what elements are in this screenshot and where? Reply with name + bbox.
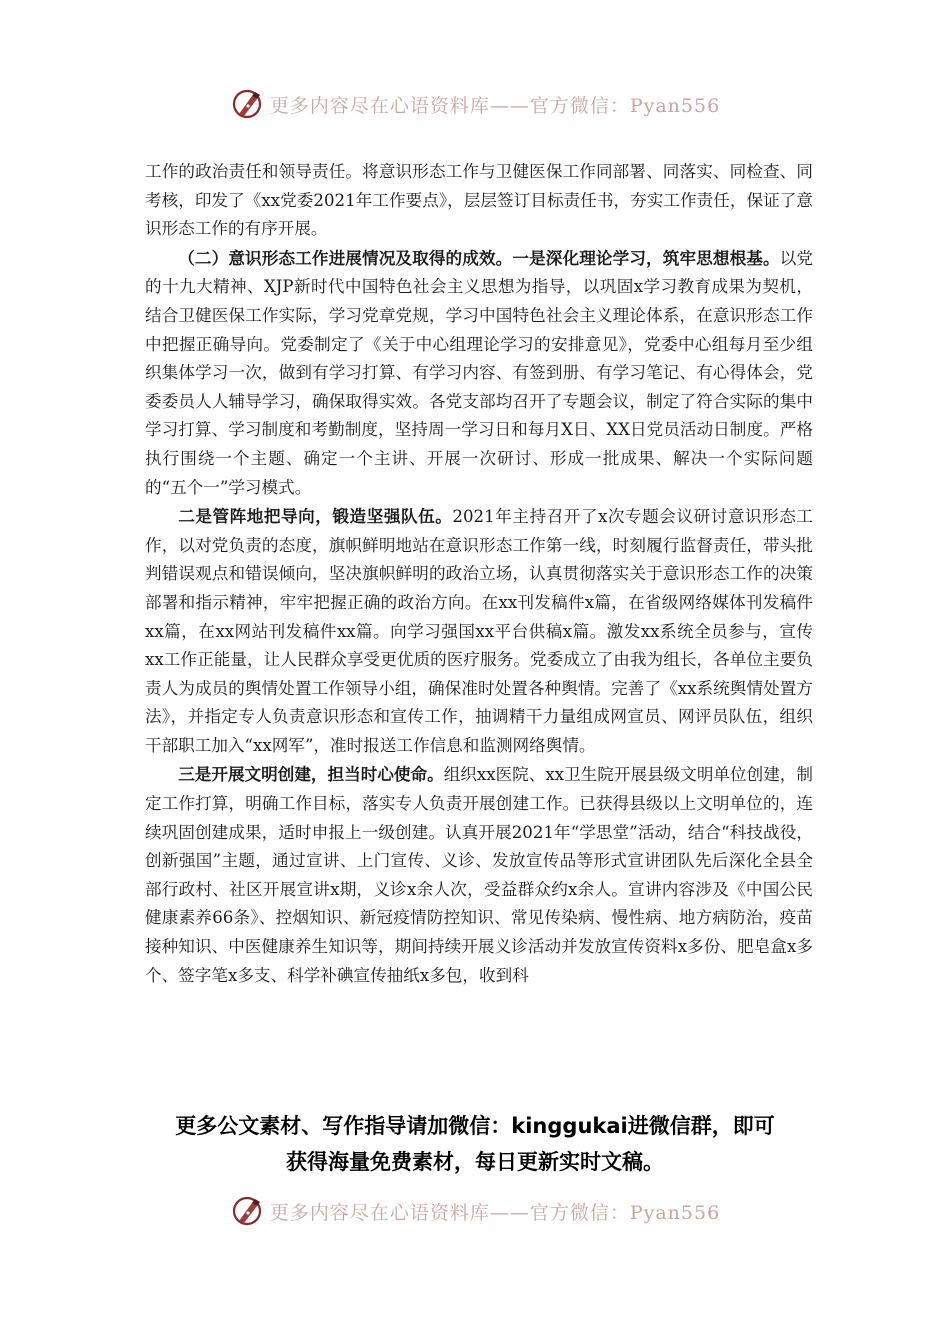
- paragraph-2-heading: （二）意识形态工作进展情况及取得的成效。一是深化理论学习，筑牢思想根基。: [178, 247, 780, 268]
- paragraph-3-text: 2021年主持召开了x次专题会议研讨意识形态工作，以对党负责的态度，旗帜鲜明地站在意识形态工作第一线，时刻履行监督责任，带头批判错误观点和错误倾向，坚决旗帜鲜明的政治立场，认真贯彻落实关于意识形态工作的决策部署和指示精神，牢牢把握正确的政治方向。在xx刊发稿件x篇，在省级网络媒体刊发稿件xx篇，在xx网站刊发稿件xx篇。向学习强国xx平台供稿x篇。激发xx系统全员参与，宣传xx工作正能量，让人民群众享受更优质的医疗服务。党委成立了由我为组长，各单位主要负责人为成员的舆情处置工作领导小组，确保准时处置各种舆情。完善了《xx系统舆情处置方法》，并指定专人负责意识形态和宣传工作，抽调精干力量组成网宣员、网评员队伍，组织干部职工加入“xx网军”，准时报送工作信息和监测网络舆情。: [145, 507, 813, 755]
- document-body: [145, 158, 813, 990]
- promo-note-line-1: 更多公文素材、写作指导请加微信：kinggukai进微信群，即可: [175, 1114, 775, 1138]
- header-banner: [0, 84, 950, 124]
- promo-note-line-2: 获得海量免费素材，每日更新实时文稿。: [286, 1150, 664, 1174]
- paragraph-4-text: 组织xx医院、xx卫生院开展县级文明单位创建，制定工作打算，明确工作目标，落实专人负责开展创建工作。已获得县级以上文明单位的，连续巩固创建成果，适时申报上一级创建。认真开展2021年“学思堂”活动，结合“科技战役，创新强国”主题，通过宣讲、上门宣传、义诊、发放宣传品等形式宣讲团队先后深化全县全部行政村、社区开展宣讲x期，义诊x余人次，受益群众约x余人。宣讲内容涉及《中国公民健康素养66条》、控烟知识、新冠疫情防控知识、常见传染病、慢性病、地方病防治，疫苗接种知识、中医健康养生知识等，期间持续开展义诊活动并发放宣传资料x多份、肥皂盒x多个、签字笔x多支、科学补碘宣传抽纸x多包，收到科: [145, 765, 813, 985]
- pen-nib-logo-icon: [230, 1194, 264, 1228]
- paragraph-4: [145, 760, 813, 990]
- paragraph-2: [145, 244, 813, 502]
- banner-text: 更多内容尽在心语资料库——官方微信：Pyan556: [269, 94, 721, 117]
- paragraph-3-heading: 二是管阵地把导向，锻造坚强队伍。: [178, 506, 453, 527]
- promo-note: [0, 1108, 950, 1180]
- pen-nib-logo-icon: [230, 87, 264, 121]
- banner-text: 更多内容尽在心语资料库——官方微信：Pyan556: [269, 1201, 721, 1224]
- paragraph-3: [145, 502, 813, 760]
- footer-banner: [0, 1191, 950, 1231]
- paragraph-1: 工作的政治责任和领导责任。将意识形态工作与卫健医保工作同部署、同落实、同检查、同考核，印发了《xx党委2021年工作要点》，层层签订目标责任书，夯实工作责任，保证了意识形态工作的有序开展。: [145, 162, 813, 239]
- paragraph-4-heading: 三是开展文明创建，担当时心使命。: [178, 764, 444, 785]
- paragraph-2-text: 以党的十九大精神、XJP新时代中国特色社会主义思想为指导，以巩固x学习教育成果为契机，结合卫健医保工作实际，学习党章党规，学习中国特色社会主义理论体系，在意识形态工作中把握正确导向。党委制定了《关于中心组理论学习的安排意见》，党委中心组每月至少组织集体学习一次，做到有学习打算、有学习内容、有签到册、有学习笔记、有心得体会，党委委员人人辅导学习，确保取得实效。各党支部均召开了专题会议，制定了符合实际的集中学习打算、学习制度和考勤制度，坚持周一学习日和每月X日、XX日党员活动日制度。严格执行围绕一个主题、确定一个主讲、开展一次研讨、形成一批成果、解决一个实际问题的“五个一”学习模式。: [145, 248, 814, 497]
